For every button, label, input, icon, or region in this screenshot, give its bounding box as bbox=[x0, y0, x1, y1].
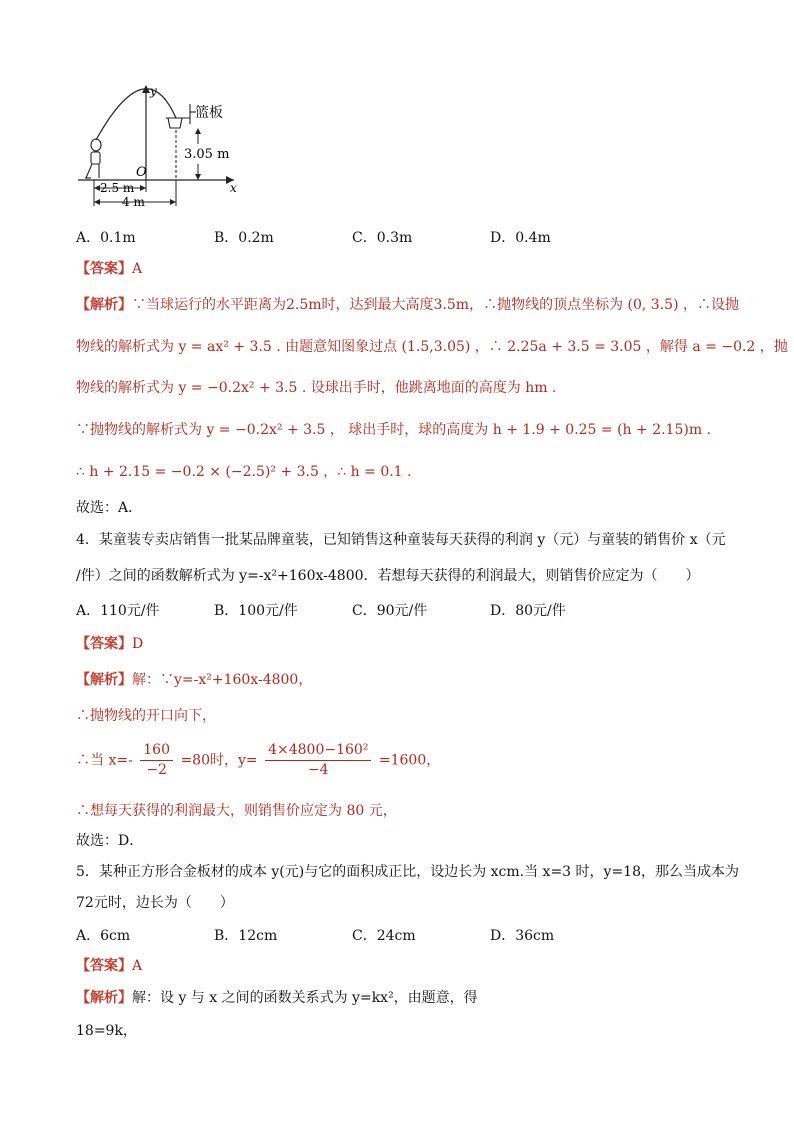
ball-trajectory bbox=[96, 89, 176, 140]
fraction-2-denominator: −4 bbox=[307, 762, 329, 778]
fraction-2 bbox=[265, 742, 371, 779]
q5-option-b: B．12cm bbox=[214, 928, 278, 944]
text-mid: =80时，y= bbox=[180, 752, 258, 769]
q3-analysis-line-4: ∵抛物线的解析式为 y = −0.2x² + 3.5 ， 球出手时，球的高度为 h + 1.9 + 0.25 = (h + 2.15)m . bbox=[76, 422, 712, 438]
text-prefix: ∴当 x=- bbox=[76, 752, 133, 769]
answer-value: A bbox=[132, 261, 143, 277]
fraction-1 bbox=[140, 742, 173, 779]
q5-option-c: C．24cm bbox=[352, 928, 416, 944]
q4-stem-line-1: 4．某童装专卖店销售一批某品牌童装，已知销售这种童装每天获得的利润 y（元）与童装的销售价 x（元 bbox=[76, 532, 726, 548]
answer-tag: 【答案】 bbox=[76, 958, 132, 974]
q3-answer bbox=[76, 259, 142, 279]
arrowhead bbox=[195, 128, 201, 134]
q4-choice: 故选：D． bbox=[76, 833, 144, 849]
q4-analysis-line-3 bbox=[76, 742, 440, 779]
q3-option-b: B．0.2m bbox=[214, 230, 274, 246]
q4-option-b: B．100元/件 bbox=[214, 603, 298, 619]
q4-option-d: D．80元/件 bbox=[490, 603, 566, 619]
analysis-tag: 【解析】 bbox=[76, 297, 132, 313]
arrowhead bbox=[140, 185, 146, 191]
q3-option-c: C．0.3m bbox=[352, 230, 413, 246]
q5-analysis-line-1 bbox=[76, 988, 478, 1008]
q4-analysis-line-1 bbox=[76, 670, 312, 690]
text-suffix: =1600， bbox=[378, 752, 441, 769]
backboard-label: 篮板 bbox=[195, 105, 223, 121]
q3-analysis-line-5: ∴ h + 2.15 = −0.2 × (−2.5)² + 3.5 ，∴ h = 0.1 . bbox=[76, 464, 412, 480]
answer-tag: 【答案】 bbox=[76, 261, 132, 277]
q4-stem-line-2: /件）之间的函数解析式为 y=-x²+160x-4800．若想每天获得的利润最大，则销售价应定为（ ） bbox=[76, 568, 700, 584]
q5-option-a: A．6cm bbox=[76, 928, 131, 944]
analysis-text: 解：∵y=-x²+160x-4800， bbox=[132, 672, 313, 688]
analysis-tag: 【解析】 bbox=[76, 990, 132, 1006]
y-axis-label: y bbox=[150, 84, 157, 98]
q4-option-c: C．90元/件 bbox=[352, 603, 428, 619]
q4-answer bbox=[76, 634, 143, 654]
q5-answer bbox=[76, 956, 142, 976]
answer-value: A bbox=[132, 958, 143, 974]
q4-analysis-line-2: ∴抛物线的开口向下， bbox=[76, 708, 216, 724]
x-axis-label: x bbox=[230, 181, 237, 195]
q3-choice: 故选：A． bbox=[76, 500, 143, 516]
arrowhead bbox=[195, 174, 201, 180]
q5-analysis-line-2: 18=9k， bbox=[76, 1023, 137, 1039]
arrowhead bbox=[170, 199, 176, 205]
arrowhead bbox=[94, 199, 100, 205]
rim-height-label: 3.05 m bbox=[184, 147, 230, 162]
answer-tag: 【答案】 bbox=[76, 636, 132, 652]
analysis-tag: 【解析】 bbox=[76, 672, 132, 688]
basketball-diagram bbox=[0, 0, 794, 220]
fraction-1-numerator: 160 bbox=[140, 742, 173, 761]
q4-analysis-line-4: ∴想每天获得的利润最大，则销售价应定为 80 元， bbox=[76, 803, 397, 819]
q3-option-d: D．0.4m bbox=[490, 230, 551, 246]
dim-4m-label: 4 m bbox=[122, 195, 145, 209]
q3-analysis-line-2: 物线的解析式为 y = ax² + 3.5 . 由题意知图象过点 (1.5,3.05) ，∴ 2.25a + 3.5 = 3.05 ，解得 a = −0.2 ，抛 bbox=[76, 339, 788, 355]
q3-analysis-line-1 bbox=[76, 295, 739, 315]
analysis-text: 解：设 y 与 x 之间的函数关系式为 y=kx²，由题意，得 bbox=[132, 990, 478, 1006]
q5-stem-line-2: 72元时，边长为（ ） bbox=[76, 895, 234, 911]
q4-option-a: A．110元/件 bbox=[76, 603, 160, 619]
fraction-1-denominator: −2 bbox=[146, 762, 167, 778]
q3-option-a: A．0.1m bbox=[76, 230, 136, 246]
answer-value: D bbox=[132, 636, 144, 652]
q5-option-d: D．36cm bbox=[490, 928, 555, 944]
fraction-2-numerator: 4×4800−160² bbox=[265, 742, 371, 761]
q5-stem-line-1: 5．某种正方形合金板材的成本 y(元)与它的面积成正比，设边长为 xcm.当 x=3 时，y=18，那么当成本为 bbox=[76, 864, 739, 880]
analysis-text: ∵当球运行的水平距离为2.5m时，达到最大高度3.5m，∴抛物线的顶点坐标为 (0, 3.5) ，∴设抛 bbox=[132, 297, 739, 313]
player-figure bbox=[85, 139, 101, 178]
dim-2-5m-label: 2.5 m bbox=[100, 181, 135, 195]
q3-analysis-line-3: 物线的解析式为 y = −0.2x² + 3.5 . 设球出手时，他跳离地面的高度为 hm . bbox=[76, 380, 557, 396]
origin-label: O bbox=[136, 165, 147, 180]
